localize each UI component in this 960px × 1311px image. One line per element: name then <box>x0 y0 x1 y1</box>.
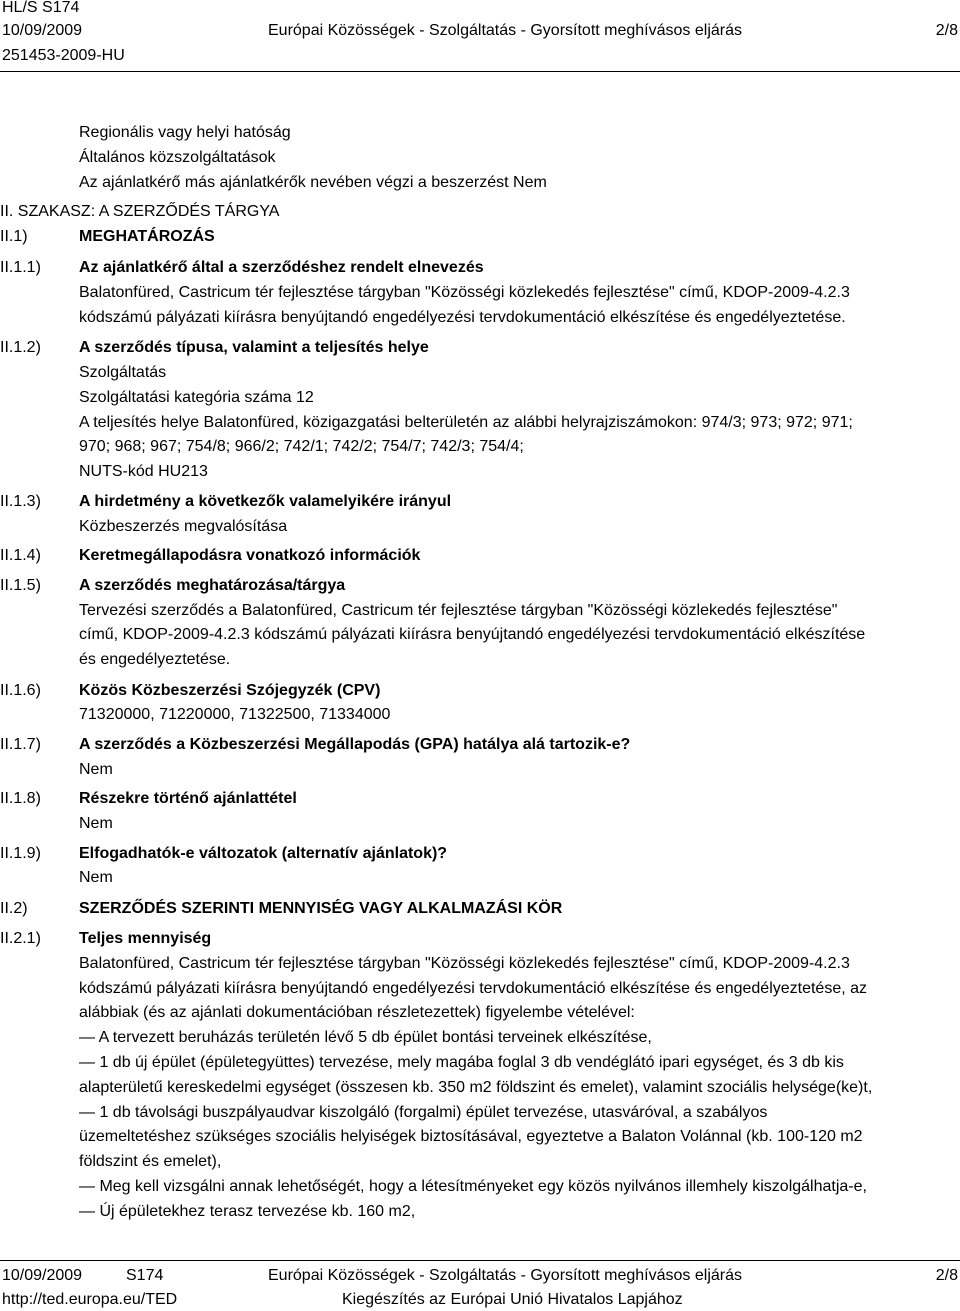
section-text: Nem <box>79 869 113 886</box>
section-heading: II. SZAKASZ: A SZERZŐDÉS TÁRGYA <box>0 203 280 220</box>
section-text: című, KDOP-2009-4.2.3 kódszámú pályázati kiírásra benyújtandó engedélyezési tervdokumentáció elkészítése <box>79 626 866 643</box>
section-text: Nem <box>79 761 113 778</box>
header-reference: 251453-2009-HU <box>2 47 125 64</box>
section-number: II.1.6) <box>0 682 41 699</box>
section-number: II.1.3) <box>0 493 41 510</box>
footer-divider <box>0 1260 960 1261</box>
section-text: — A tervezett beruházás területén lévő 5 db épület bontási terveinek elkészítése, <box>79 1029 652 1046</box>
section-title: Elfogadhatók-e változatok (alternatív ajánlatok)? <box>79 845 448 862</box>
section-text: és engedélyeztetése. <box>79 651 231 668</box>
footer-publisher: Kiegészítés az Európai Unió Hivatalos Lapjához <box>342 1291 683 1308</box>
intro-line: Az ajánlatkérő más ajánlatkérők nevében végzi a beszerzést Nem <box>79 174 547 191</box>
intro-line: Regionális vagy helyi hatóság <box>79 124 291 141</box>
section-text: Balatonfüred, Castricum tér fejlesztése tárgyban "Közösségi közlekedés fejlesztése" című, KDOP-2009-4.2.3 <box>79 284 850 301</box>
section-text: 970; 968; 967; 754/8; 966/2; 742/1; 742/2; 754/7; 742/3; 754/4; <box>79 438 524 455</box>
footer-page-number: 2/8 <box>935 1267 958 1284</box>
section-text: üzemeltetéshez szükséges szociális helyiségek biztosításával, egyeztetve a Balaton Volánnal (kb. 100-120 m2 <box>79 1128 863 1145</box>
section-text: NUTS-kód HU213 <box>79 463 208 480</box>
section-text: — Új épületekhez terasz tervezése kb. 160 m2, <box>79 1203 416 1220</box>
header-page-number: 2/8 <box>935 22 958 39</box>
section-text: alapterületű kereskedelmi egységet (összesen kb. 350 m2 földszint és emelet), valamint szociális helysége(ke)t, <box>79 1079 873 1096</box>
section-text: — 1 db távolsági buszpályaudvar kiszolgáló (forgalmi) épület tervezése, utasváróval, a szabályos <box>79 1104 768 1121</box>
section-title: A szerződés meghatározása/tárgya <box>79 577 346 594</box>
section-text: kódszámú pályázati kiírásra benyújtandó engedélyezési tervdokumentáció elkészítése és engedélyeztetése, az <box>79 980 868 997</box>
header-date: 10/09/2009 <box>2 22 83 39</box>
section-text: földszint és emelet), <box>79 1153 222 1170</box>
section-number: II.1.4) <box>0 547 41 564</box>
section-title: SZERZŐDÉS SZERINTI MENNYISÉG VAGY ALKALMAZÁSI KÖR <box>79 900 563 917</box>
section-text: — 1 db új épület (épületegyüttes) tervezése, mely magába foglal 3 db vendéglátó ipari egységet, és 3 db kis <box>79 1054 844 1071</box>
section-title: A hirdetmény a következők valamelyikére irányul <box>79 493 452 510</box>
section-number: II.1.7) <box>0 736 41 753</box>
section-title: Teljes mennyiség <box>79 930 212 947</box>
section-title: Keretmegállapodásra vonatkozó információk <box>79 547 421 564</box>
footer-title: Európai Közösségek - Szolgáltatás - Gyorsított meghívásos eljárás <box>268 1267 742 1284</box>
section-number: II.2.1) <box>0 930 41 947</box>
section-number: II.1.8) <box>0 790 41 807</box>
section-text: Balatonfüred, Castricum tér fejlesztése tárgyban "Közösségi közlekedés fejlesztése" című, KDOP-2009-4.2.3 <box>79 955 850 972</box>
footer-date: 10/09/2009 <box>2 1267 83 1284</box>
section-title: Részekre történő ajánlattétel <box>79 790 297 807</box>
section-text: Közbeszerzés megvalósítása <box>79 518 288 535</box>
section-title: Az ajánlatkérő által a szerződéshez rendelt elnevezés <box>79 259 484 276</box>
footer-url-link[interactable]: http://ted.europa.eu/TED <box>2 1291 178 1308</box>
section-number: II.1.1) <box>0 259 41 276</box>
section-title: Közös Közbeszerzési Szójegyzék (CPV) <box>79 682 381 699</box>
header-divider <box>0 71 960 72</box>
section-number: II.1.2) <box>0 339 41 356</box>
section-text: 71320000, 71220000, 71322500, 71334000 <box>79 706 391 723</box>
section-title: MEGHATÁROZÁS <box>79 228 215 245</box>
header-code: HL/S S174 <box>2 0 80 16</box>
intro-line: Általános közszolgáltatások <box>79 149 276 166</box>
section-text: kódszámú pályázati kiírásra benyújtandó engedélyezési tervdokumentáció elkészítése és engedélyeztetése. <box>79 309 846 326</box>
section-number: II.2) <box>0 900 28 917</box>
section-text: Tervezési szerződés a Balatonfüred, Castricum tér fejlesztése tárgyban "Közösségi közlekedés fejlesztése" <box>79 602 838 619</box>
section-number: II.1.9) <box>0 845 41 862</box>
section-text: A teljesítés helye Balatonfüred, közigazgatási belterületén az alábbi helyrajziszámokon: 974/3; 973; 972; 971; <box>79 414 853 431</box>
section-number: II.1) <box>0 228 28 245</box>
section-number: II.1.5) <box>0 577 41 594</box>
footer-code: S174 <box>126 1267 164 1284</box>
section-title: A szerződés típusa, valamint a teljesítés helye <box>79 339 429 356</box>
section-text: — Meg kell vizsgálni annak lehetőségét, hogy a létesítményeket egy közös nyilvános illemhely kiszolgálhatja-e, <box>79 1178 867 1195</box>
section-text: Nem <box>79 815 113 832</box>
header-title: Európai Közösségek - Szolgáltatás - Gyorsított meghívásos eljárás <box>268 22 742 39</box>
section-text: Szolgáltatási kategória száma 12 <box>79 389 314 406</box>
section-text: Szolgáltatás <box>79 364 167 381</box>
section-title: A szerződés a Közbeszerzési Megállapodás (GPA) hatálya alá tartozik-e? <box>79 736 631 753</box>
section-text: alábbiak (és az ajánlati dokumentációban részletezettek) figyelembe vételével: <box>79 1004 635 1021</box>
